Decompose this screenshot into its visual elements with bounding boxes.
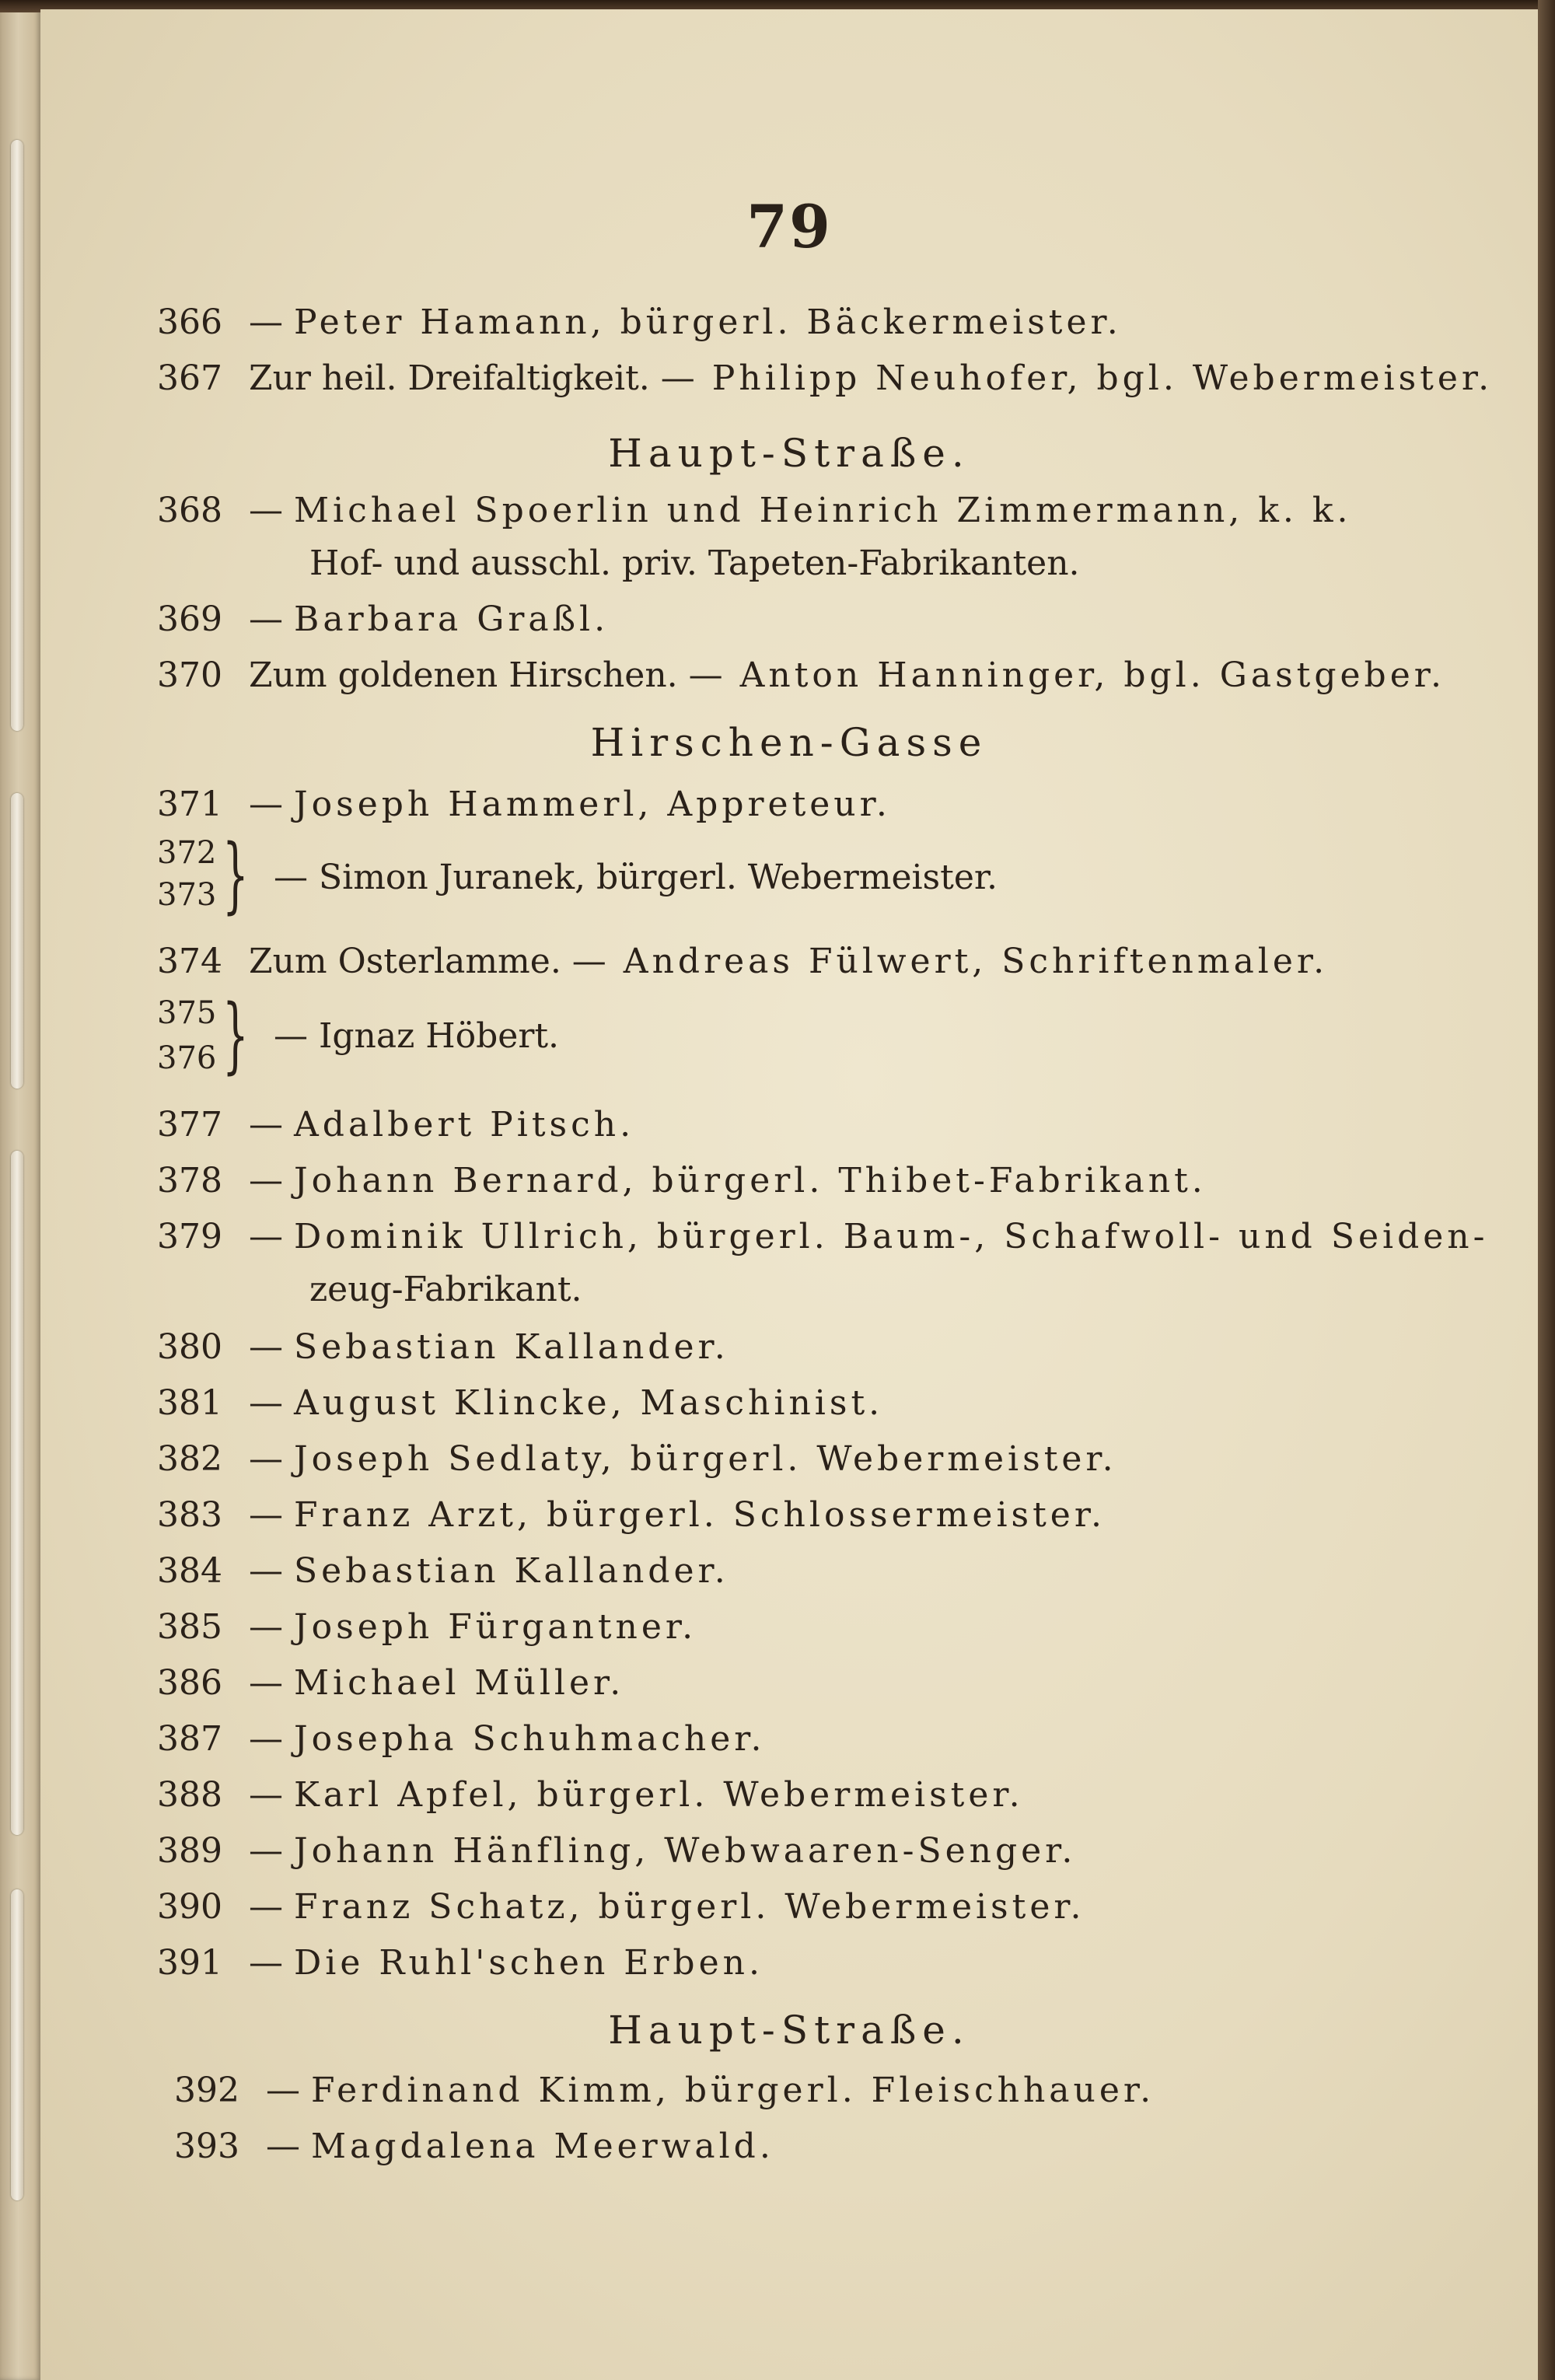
address-entry-382 — [157, 1432, 1479, 1487]
house-number: 385 — [157, 1607, 222, 1647]
street-heading: Hirschen-Gasse — [590, 720, 988, 765]
house-number: 375 — [157, 995, 217, 1031]
entry-text: Franz Schatz, bürgerl. Webermeister. — [294, 1887, 1085, 1927]
house-number: 393 — [174, 2127, 239, 2166]
address-entry-383 — [157, 1488, 1479, 1543]
house-number: 370 — [157, 655, 222, 695]
street-heading: Haupt-Straße. — [608, 431, 970, 476]
address-entry-377 — [157, 1098, 1479, 1152]
entry-text: — Ignaz Höbert. — [274, 1016, 560, 1056]
dash: — — [249, 1831, 283, 1871]
house-number: 387 — [157, 1719, 222, 1759]
entry-text: Peter Hamann, bürgerl. Bäckermeister. — [294, 302, 1122, 342]
binding-stitch — [11, 140, 23, 731]
house-number: 369 — [157, 599, 222, 639]
dash: — — [249, 1719, 283, 1759]
entry-text: Magdalena Meerwald. — [311, 2127, 774, 2166]
entry-text: Joseph Sedlaty, bürgerl. Webermeister. — [294, 1439, 1117, 1479]
entry-text: August Klincke, Maschinist. — [294, 1383, 884, 1423]
entry-text: Franz Arzt, bürgerl. Schlossermeister. — [294, 1495, 1106, 1535]
address-entry-388 — [157, 1768, 1479, 1823]
dash: — — [249, 1943, 283, 1983]
page-number: 79 — [746, 192, 832, 261]
address-entry-380 — [157, 1320, 1479, 1375]
house-number: 389 — [157, 1831, 222, 1871]
entry-text: Joseph Fürgantner. — [294, 1607, 697, 1647]
entry-continuation: Hof- und ausschl. priv. Tapeten-Fabrikanten. — [309, 543, 1080, 583]
address-entry-370 — [157, 648, 1479, 703]
address-entry-386 — [157, 1656, 1479, 1711]
dash: — — [249, 1383, 283, 1423]
address-entry-384 — [157, 1544, 1479, 1599]
house-number: 367 — [157, 358, 222, 398]
house-sign: Zum Osterlamme. — — [249, 942, 606, 981]
address-entry-391 — [157, 1936, 1479, 1990]
house-number: 386 — [157, 1663, 222, 1703]
entry-text: Andreas Fülwert, Schriftenmaler. — [623, 942, 1329, 981]
entry-text: Michael Müller. — [294, 1663, 625, 1703]
address-entry-390 — [157, 1880, 1479, 1934]
house-number: 377 — [157, 1105, 222, 1145]
house-number: 390 — [157, 1887, 222, 1927]
address-entry-369 — [157, 592, 1479, 647]
dash: — — [249, 1217, 283, 1256]
dash: — — [249, 1105, 283, 1145]
address-entry-393 — [174, 2120, 1496, 2174]
entry-text: Sebastian Kallander. — [294, 1327, 729, 1367]
brace-icon: } — [222, 827, 249, 922]
entry-text: Ferdinand Kimm, bürgerl. Fleischhauer. — [311, 2071, 1155, 2110]
house-sign: Zum goldenen Hirschen. — — [249, 655, 723, 695]
entry-text: Johann Hänfling, Webwaaren-Senger. — [294, 1831, 1077, 1871]
address-entry-392 — [174, 2064, 1496, 2118]
book-right-edge — [1538, 0, 1555, 2380]
dash: — — [249, 1551, 283, 1591]
address-entry-379 — [157, 1210, 1489, 1264]
address-entry-368 — [157, 484, 1479, 538]
entry-text: Die Ruhl'schen Erben. — [294, 1943, 764, 1983]
house-number: 382 — [157, 1439, 222, 1479]
entry-text: Johann Bernard, bürgerl. Thibet-Fabrikant. — [294, 1161, 1207, 1200]
house-number: 371 — [157, 785, 222, 824]
dash: — — [249, 1607, 283, 1647]
entry-text: Sebastian Kallander. — [294, 1551, 729, 1591]
dash: — — [249, 599, 283, 639]
book-page — [40, 9, 1538, 2380]
entry-text: Josepha Schuhmacher. — [294, 1719, 766, 1759]
dash: — — [249, 1663, 283, 1703]
dash: — — [249, 1775, 283, 1815]
street-heading: Haupt-Straße. — [608, 2008, 970, 2053]
address-entry-371 — [157, 778, 1479, 832]
address-entry-387 — [157, 1712, 1479, 1767]
entry-text: — Simon Juranek, bürgerl. Webermeister. — [274, 858, 998, 897]
address-entry-372-373 — [157, 827, 1479, 927]
house-number: 392 — [174, 2071, 239, 2110]
entry-text: Dominik Ullrich, bürgerl. Baum-, Schafwoll- und Seiden- — [294, 1217, 1489, 1256]
dash: — — [266, 2127, 300, 2166]
entry-text: Anton Hanninger, bgl. Gastgeber. — [739, 655, 1445, 695]
house-number: 366 — [157, 302, 222, 342]
dash: — — [249, 1495, 283, 1535]
house-number: 381 — [157, 1383, 222, 1423]
house-number: 379 — [157, 1217, 222, 1256]
entry-text: Michael Spoerlin und Heinrich Zimmermann, k. k. — [294, 491, 1352, 530]
entry-text: Barbara Graßl. — [294, 599, 610, 639]
entry-text: Philipp Neuhofer, bgl. Webermeister. — [711, 358, 1494, 398]
address-entry-367 — [157, 351, 1494, 406]
house-number: 391 — [157, 1943, 222, 1983]
house-number: 376 — [157, 1040, 217, 1076]
house-number: 368 — [157, 491, 222, 530]
house-number: 373 — [157, 877, 217, 913]
dash: — — [266, 2071, 300, 2110]
dash: — — [249, 785, 283, 824]
house-number: 374 — [157, 942, 222, 981]
dash: — — [249, 491, 283, 530]
dash: — — [249, 1327, 283, 1367]
brace-icon: } — [222, 987, 249, 1082]
dash: — — [249, 302, 283, 342]
house-number: 384 — [157, 1551, 222, 1591]
house-number: 383 — [157, 1495, 222, 1535]
dash: — — [249, 1161, 283, 1200]
address-entry-385 — [157, 1600, 1479, 1655]
address-entry-366 — [157, 295, 1479, 350]
house-number: 378 — [157, 1161, 222, 1200]
address-entry-381 — [157, 1376, 1479, 1431]
address-entry-375-376 — [157, 987, 1479, 1087]
address-entry-374 — [157, 935, 1479, 989]
address-entry-378 — [157, 1154, 1479, 1208]
book-binding — [0, 0, 40, 2380]
house-number: 388 — [157, 1775, 222, 1815]
house-sign: Zur heil. Dreifaltigkeit. — — [249, 358, 695, 398]
binding-stitch — [11, 1151, 23, 1835]
binding-stitch — [11, 793, 23, 1089]
entry-continuation: zeug-Fabrikant. — [309, 1270, 582, 1309]
binding-stitch — [11, 1889, 23, 2200]
entry-text: Joseph Hammerl, Appreteur. — [294, 785, 891, 824]
entry-text: Adalbert Pitsch. — [294, 1105, 635, 1145]
entry-text: Karl Apfel, bürgerl. Webermeister. — [294, 1775, 1024, 1815]
dash: — — [249, 1887, 283, 1927]
house-number: 380 — [157, 1327, 222, 1367]
dash: — — [249, 1439, 283, 1479]
house-number: 372 — [157, 835, 217, 871]
address-entry-389 — [157, 1824, 1479, 1878]
